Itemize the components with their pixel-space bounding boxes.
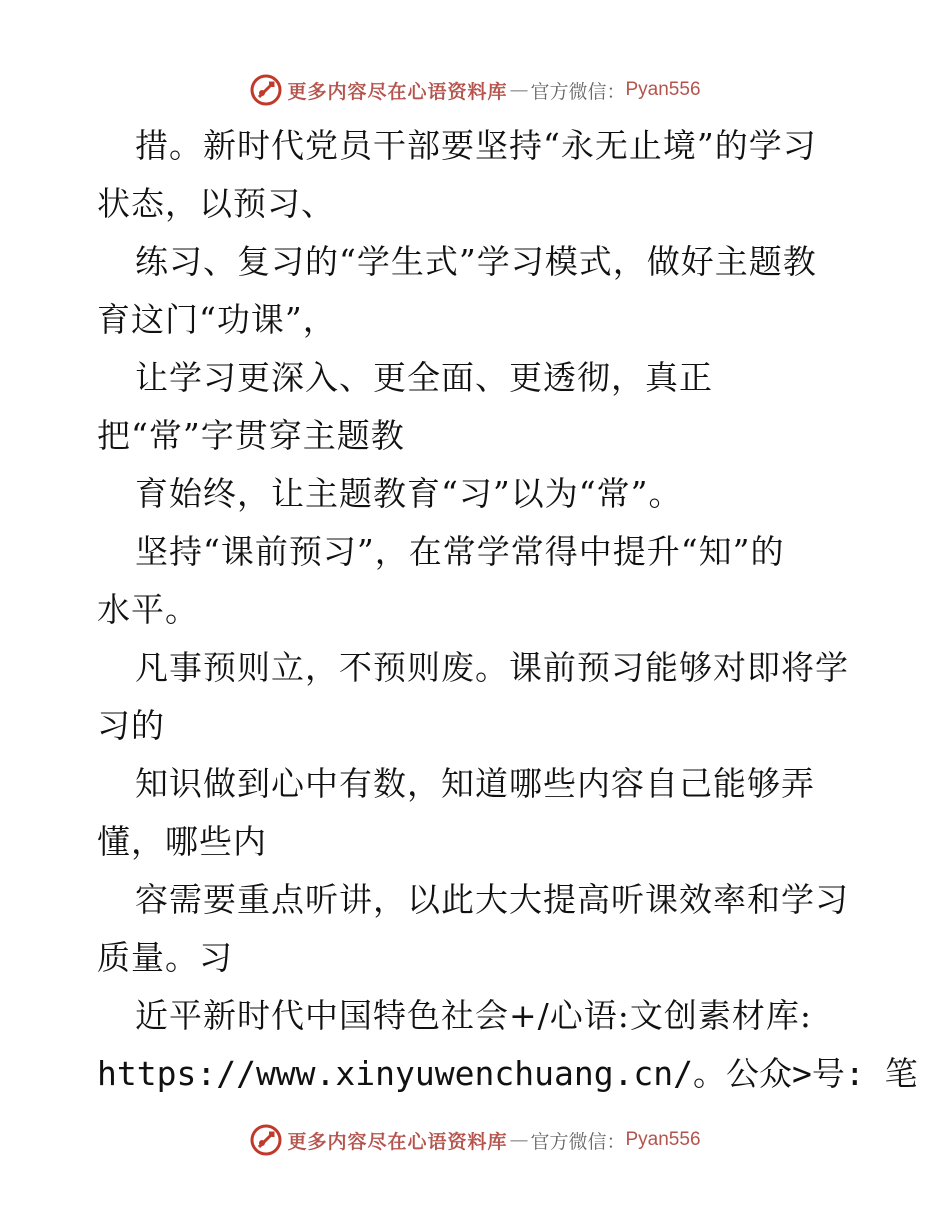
- text-line: 知识做到心中有数，知道哪些内容自己能够弄: [135, 764, 815, 803]
- text-line: 水平。: [97, 590, 199, 629]
- banner-separator: —: [509, 1129, 529, 1151]
- logo-icon: [249, 73, 283, 107]
- text-line: 习的: [97, 706, 165, 745]
- banner-wechat-id: Pyan556: [625, 1129, 701, 1150]
- text-line: 质量。习: [97, 938, 233, 977]
- document-body: [97, 117, 918, 1103]
- banner-title: 更多内容尽在心语资料库: [287, 1130, 508, 1153]
- logo-icon: [249, 1123, 283, 1157]
- text-line: 育这门“功课”，: [97, 300, 337, 339]
- text-line: 育始终，让主题教育“习”以为“常”。: [135, 474, 683, 513]
- text-line: 措。新时代党员干部要坚持“永无止境”的学习: [135, 126, 817, 165]
- text-line: 让学习更深入、更全面、更透彻，真正: [135, 358, 713, 397]
- text-line: 坚持“课前预习”，在常学常得中提升“知”的: [135, 532, 785, 571]
- banner-title: 更多内容尽在心语资料库: [287, 80, 508, 103]
- banner-wechat-label: 官方微信：: [530, 1130, 626, 1153]
- header-banner: [0, 70, 950, 110]
- text-line: 把“常”字贯穿主题教: [97, 416, 405, 455]
- text-line-url: https://www.xinyuwenchuang.cn/。公众>号: 笔: [97, 1054, 918, 1093]
- text-line: 状态，以预习、: [97, 184, 335, 223]
- text-line: 近平新时代中国特色社会+/心语:文创素材库:: [135, 996, 813, 1035]
- text-line: 懂，哪些内: [97, 822, 267, 861]
- banner-separator: —: [509, 79, 529, 101]
- text-line: 凡事预则立，不预则废。课前预习能够对即将学: [135, 648, 849, 687]
- text-line: 容需要重点听讲，以此大大提高听课效率和学习: [135, 880, 849, 919]
- banner-wechat-label: 官方微信：: [530, 80, 626, 103]
- banner-wechat-id: Pyan556: [625, 79, 701, 100]
- footer-banner: [0, 1120, 950, 1160]
- text-line: 练习、复习的“学生式”学习模式，做好主题教: [135, 242, 817, 281]
